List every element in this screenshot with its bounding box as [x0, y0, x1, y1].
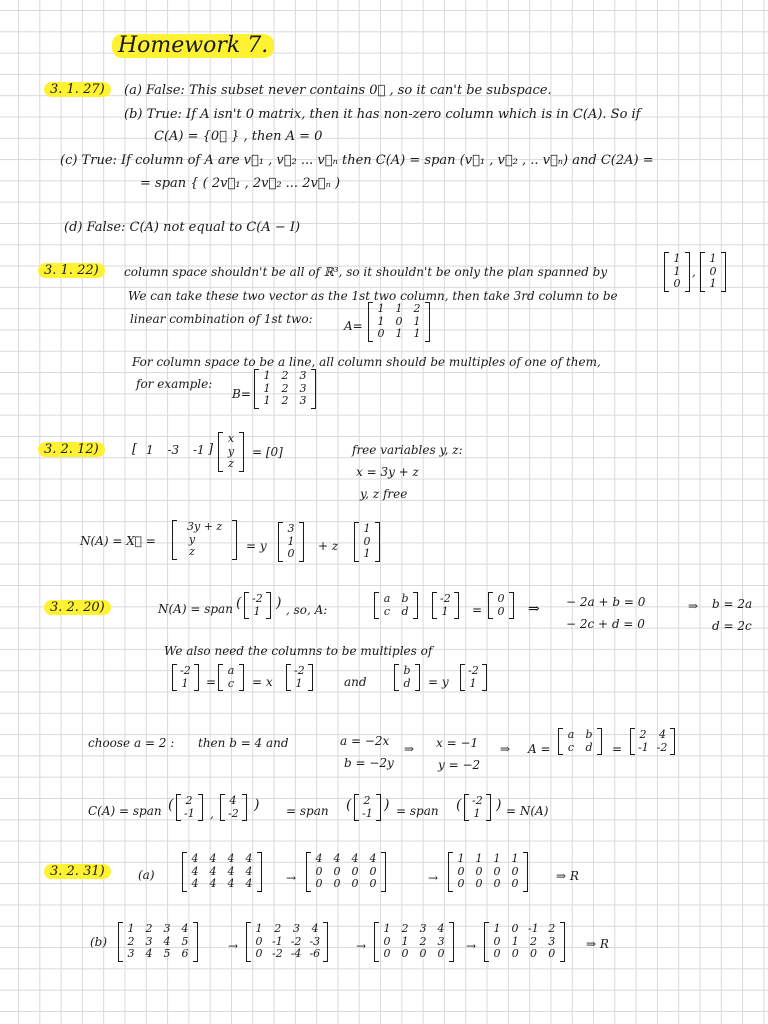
matrix-31a-3: 1 1 1 1 0 0 0 0 0 0 0 0 — [448, 852, 528, 892]
vector-spanning-2: 1 0 1 — [700, 252, 726, 292]
zero-vector: 0 0 — [488, 592, 514, 619]
column-space-label: C(A) = span — [88, 804, 162, 818]
equation-1: − 2a + b = 0 — [566, 595, 646, 609]
answer-3-1-27-b-line2: C(A) = {0⃗ } , then A = 0 — [154, 129, 323, 144]
equation-2: − 2c + d = 0 — [566, 617, 645, 631]
arrow-31a-2: → — [428, 871, 439, 885]
col-vector-4: -2 1 — [464, 794, 491, 821]
matrix-31b-4: 1 0 -1 2 0 1 2 3 0 0 0 0 — [484, 922, 565, 962]
vector-spanning-1: 1 1 0 — [664, 252, 690, 292]
implies-arrow-2: ⇒ — [688, 599, 699, 613]
problem-label-3-2-12: 3. 2. 12) — [38, 442, 105, 457]
row-bracket-close: ] — [208, 442, 214, 457]
paren-close-3: ) — [384, 797, 390, 813]
matrix-31b-2: 1 2 3 4 0 -1 -2 -3 0 -2 -4 -6 — [246, 922, 328, 962]
col-vector-1: 2 -1 — [176, 794, 203, 821]
answer-a-label: A = — [528, 742, 551, 756]
step-a: a = −2x — [340, 734, 390, 748]
matrix-31a-1: 4 4 4 4 4 4 4 4 4 4 4 4 — [182, 852, 262, 892]
free-variables-text: free variables y, z: — [352, 443, 463, 457]
equals-y: = y — [246, 539, 267, 553]
part-b-label: (b) — [90, 935, 108, 949]
answer-3-1-27-b-line1: (b) True: If A isn't 0 matrix, then it has non-zero column which is in C(A). So if — [124, 107, 641, 122]
text-3-1-22-line1: column space shouldn't be all of ℝ³, so it shouldn't be only the plan spanned by — [124, 265, 608, 279]
problem-label-3-1-27: 3. 1. 27) — [44, 82, 111, 97]
answer-3-1-27-c-line1: (c) True: If column of A are v⃗₁ , v⃗₂ ... v⃗ₙ then C(A) = span (v⃗₁ , v⃗₂ , .. v⃗ₙ) and C(2A) = — [60, 153, 654, 168]
answer-3-1-27-c-line2: = span { ( 2v⃗₁ , 2v⃗₂ ... 2v⃗ₙ ) — [140, 176, 341, 191]
null-space-text: N(A) = span — [158, 602, 233, 616]
text-3-1-22-line4: For column space to be a line, all column should be multiples of one of them, — [132, 355, 601, 369]
vector-x-multiple: -2 1 — [286, 664, 313, 691]
matrix-a-label: A= — [344, 319, 363, 333]
problem-label-3-1-22: 3. 1. 22) — [38, 263, 105, 278]
vector-y-multiple: -2 1 — [460, 664, 487, 691]
choose-a: choose a = 2 : — [88, 736, 175, 750]
null-space-label: N(A) = X⃗ = — [80, 534, 156, 548]
row-bracket-open: [ — [132, 442, 138, 457]
equals-y-2: = y — [428, 675, 449, 689]
paren-close-2: ) — [254, 797, 260, 813]
vector-xyz: x y z — [218, 432, 244, 472]
matrix-abcd: a b c d — [374, 592, 418, 619]
x-value: x = −1 — [436, 736, 479, 750]
comma: , — [692, 265, 696, 279]
implies-arrow-4: ⇒ — [500, 742, 511, 756]
x-equation: x = 3y + z — [356, 465, 419, 479]
then-b: then b = 4 and — [198, 736, 289, 750]
span-vector-1: 3 1 0 — [278, 522, 304, 562]
answer-3-1-27-d: (d) False: C(A) not equal to C(A − I) — [64, 220, 301, 235]
page-title: Homework 7. — [112, 34, 274, 58]
vector-bd: b d — [394, 664, 420, 691]
matrix-31a-2: 4 4 4 4 0 0 0 0 0 0 0 0 — [306, 852, 386, 892]
paren-open: ( — [236, 595, 242, 611]
col-vector-2: 4 -2 — [220, 794, 247, 821]
equals-zero: = [0] — [252, 445, 283, 459]
result-r-a: ⇒ R — [556, 869, 579, 883]
paren-open-3: ( — [346, 797, 352, 813]
matrix-31b-1: 1 2 3 4 2 3 4 5 3 4 5 6 — [118, 922, 198, 962]
span-text-3: = span — [396, 804, 439, 818]
result-b: b = 2a — [712, 597, 753, 611]
result-d: d = 2c — [712, 619, 752, 633]
col-vector-3: 2 -1 — [354, 794, 381, 821]
problem-label-3-2-20: 3. 2. 20) — [44, 600, 111, 615]
vector-n: -2 1 — [432, 592, 459, 619]
eq-sign: = — [206, 675, 217, 689]
answer-matrix: 2 4 -1 -2 — [630, 728, 675, 755]
paren-open-2: ( — [168, 797, 174, 813]
step-b: b = −2y — [344, 756, 394, 770]
null-vector: 3y + z y z — [172, 520, 237, 560]
matrix-a: 1 1 2 1 0 1 0 1 1 — [368, 302, 430, 342]
arrow-31b-1: → — [228, 939, 239, 953]
matrix-b: 1 2 3 1 2 3 1 2 3 — [254, 369, 316, 409]
equals-n-a: = N(A) — [506, 804, 549, 818]
vector-neg2-1: -2 1 — [172, 664, 199, 691]
yz-free: y, z free — [360, 487, 408, 501]
paren-close-4: ) — [496, 797, 502, 813]
paren-open-4: ( — [456, 797, 462, 813]
text-3-1-22-line5: for example: — [136, 377, 213, 391]
multiples-text: We also need the columns to be multiples of — [164, 644, 433, 658]
span-text-2: = span — [286, 804, 329, 818]
and-text: and — [344, 675, 367, 689]
implies-arrow: ⇒ — [528, 601, 540, 617]
matrix-31b-3: 1 2 3 4 0 1 2 3 0 0 0 0 — [374, 922, 454, 962]
row-vector: 1 -3 -1 — [146, 443, 205, 457]
text-3-1-22-line3: linear combination of 1st two: — [130, 312, 313, 326]
text-3-1-22-line2: We can take these two vector as the 1st two column, then take 3rd column to be — [128, 289, 618, 303]
arrow-31b-2: → — [356, 939, 367, 953]
eq-sign-2: = — [612, 742, 623, 756]
problem-label-3-2-31: 3. 2. 31) — [44, 864, 111, 879]
arrow-31a-1: → — [286, 871, 297, 885]
equals-x: = x — [252, 675, 273, 689]
implies-arrow-3: ⇒ — [404, 742, 415, 756]
plus-z: + z — [318, 539, 339, 553]
result-r-b: ⇒ R — [586, 937, 609, 951]
so-a-text: , so, A: — [286, 603, 328, 617]
matrix-abcd-2: a b c d — [558, 728, 602, 755]
y-value: y = −2 — [438, 758, 481, 772]
matrix-b-label: B= — [232, 387, 251, 401]
paren-close: ) — [276, 595, 282, 611]
null-basis-vector: -2 1 — [244, 592, 271, 619]
part-a-label: (a) — [138, 868, 155, 882]
answer-3-1-27-a: (a) False: This subset never contains 0⃗ , so it can't be subspace. — [124, 83, 552, 98]
vector-ac: a c — [218, 664, 244, 691]
span-vector-2: 1 0 1 — [354, 522, 380, 562]
equals-sign: = — [472, 603, 483, 617]
comma-2: , — [210, 807, 214, 821]
arrow-31b-3: → — [466, 939, 477, 953]
